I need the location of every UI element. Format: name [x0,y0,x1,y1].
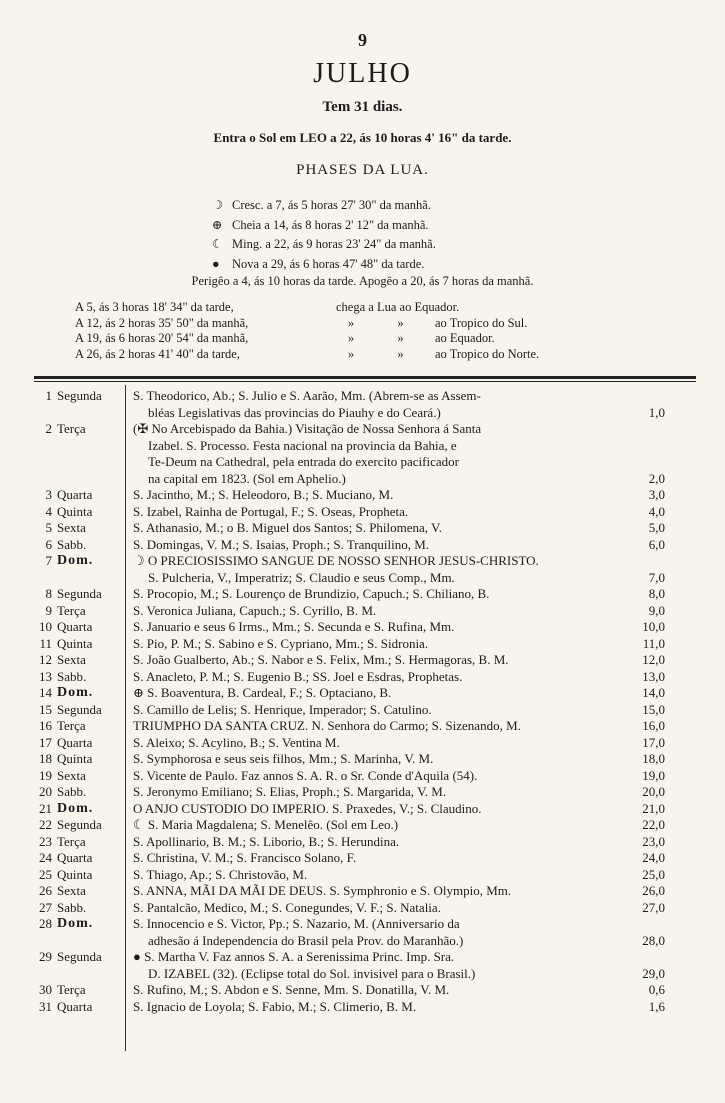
day-number: 20 [39,784,52,799]
moon-age-value: 26,0 [642,883,665,898]
day-number: 13 [39,668,52,684]
saints-text: S. Aleixo; S. Acylino, B.; S. Ventina M. [133,734,340,750]
moon-age-value: 7,0 [648,569,665,585]
moon-age-value: 25,0 [642,866,665,882]
saints-text: S. Athanasio, M.; o B. Miguel dos Santos; S. Philomena, V. [133,520,443,535]
equator-line: A 19, ás 6 horas 20' 54" da manhã, » » ao Equador. [75,331,495,345]
equator-line: A 12, ás 2 horas 35' 50" da manhã, » » ao Tropico do Sul. [75,315,528,330]
saints-text: Te-Deum na Cathedral, pela entrada do exercito pacificador [148,454,459,469]
phase-text: Nova a 29, ás 6 horas 47' 48" da tarde. [232,256,425,271]
day-number: 10 [39,619,52,634]
day-number: 27 [39,899,52,915]
saints-text: S. Januario e seus 6 Irms., Mm.; S. Secunda e S. Rufina, Mm. [133,619,455,634]
saints-text: ☾ S. Maria Magdalena; S. Menelêo. (Sol em Leo.) [133,817,399,832]
moon-age-value: 4,0 [648,503,665,519]
moon-age-value: 24,0 [642,850,665,865]
weekday: Segunda [57,949,102,964]
moon-age-value: 10,0 [642,619,665,634]
moon-age-value: 22,0 [642,817,665,832]
saints-text: S. Thiago, Ap.; S. Christovão, M. [133,866,308,882]
saints-text: S. Rufino, M.; S. Abdon e S. Senne, Mm. S. Donatilla, V. M. [133,982,450,997]
moon-age-value: 15,0 [642,701,665,717]
weekday: Dom. [57,916,94,931]
phase-line [212,216,436,236]
weekday: Quinta [57,503,93,519]
weekday: Segunda [57,586,102,601]
saints-text: na capital em 1823. (Sol em Aphelio.) [148,470,346,486]
day-number: 12 [39,652,52,667]
saints-text: ● S. Martha V. Faz annos S. A. a Serenissima Princ. Imp. Sra. [133,949,455,964]
saints-text: O ANJO CUSTODIO DO IMPERIO. S. Praxedes, V.; S. Claudino. [133,800,482,816]
saints-text: S. Christina, V. M.; S. Francisco Solano, F. [133,850,357,865]
day-number: 18 [39,751,52,766]
phase-text: Cheia a 14, ás 8 horas 2' 12" da manhã. [232,217,429,232]
new-moon-icon: ● [212,256,220,271]
moon-age-value: 1,0 [648,404,665,420]
saints-text: S. Veronica Juliana, Capuch.; S. Cyrillo, B. M. [133,602,377,618]
weekday: Terça [57,421,86,436]
moon-age-value: 12,0 [642,652,665,667]
saints-text: S. Ignacio de Loyola; S. Fabio, M.; S. Climerio, B. M. [133,998,417,1014]
moon-age-value: 21,0 [642,800,665,816]
saints-text: D. IZABEL (32). (Eclipse total do Sol. invisivel para o Brasil.) [148,965,476,981]
day-number: 9 [45,602,52,618]
moon-age-value: 18,0 [642,751,665,766]
weekday: Terça [57,602,86,618]
page-number: 9 [358,30,367,50]
weekday: Dom. [57,800,94,816]
saints-text: S. Pulcheria, V., Imperatriz; S. Claudio e seus Comp., Mm. [148,569,455,585]
weekday: Sexta [57,652,86,667]
phase-text: Cresc. a 7, ás 5 horas 27' 30" da manhã. [232,198,431,212]
weekday: Dom. [57,553,94,568]
day-number: 29 [39,949,52,964]
moon-age-value: 2,0 [648,470,665,486]
weekday: Sabb. [57,899,87,915]
weekday: Dom. [57,685,94,700]
weekday: Segunda [57,817,102,832]
day-number: 30 [39,982,52,997]
weekday: Quarta [57,487,93,502]
weekday: Sabb. [57,536,87,552]
moon-age-value: 28,0 [642,932,665,948]
day-number: 8 [45,586,52,601]
moon-age-value: 19,0 [642,767,665,783]
moon-phases [212,196,436,274]
moon-age-value: 5,0 [648,520,665,535]
phase-line [212,255,436,275]
moon-age-value: 23,0 [642,833,665,849]
saints-text: (✠ No Arcebispado da Bahia.) Visitação de Nossa Senhora á Santa [133,421,482,436]
phases-title: PHASES DA LUA. [296,162,429,178]
day-number: 15 [39,701,52,717]
moon-age-value: 1,6 [648,998,665,1014]
day-number: 22 [39,817,52,832]
day-number: 14 [39,685,52,700]
day-number: 6 [45,536,52,552]
moon-age-value: 8,0 [648,586,665,601]
moon-age-value: 16,0 [642,718,665,733]
day-number: 26 [39,883,52,898]
day-number: 17 [39,734,52,750]
days-count: Tem 31 dias. [322,99,403,115]
day-number: 21 [39,800,52,816]
weekday: Quinta [57,866,93,882]
weekday: Quarta [57,734,93,750]
moon-age-value: 0,6 [648,982,665,997]
saints-text: TRIUMPHO DA SANTA CRUZ. N. Senhora do Carmo; S. Sizenando, M. [133,718,521,733]
phase-line [212,196,436,216]
saints-text: S. Jacintho, M.; S. Heleodoro, B.; S. Muciano, M. [133,487,394,502]
equator-line: A 26, ás 2 horas 41' 40" da tarde, » » ao Tropico do Norte. [75,346,540,361]
weekday: Sexta [57,520,86,535]
day-number: 16 [39,718,52,733]
full-moon-icon: ⊕ [212,217,223,232]
day-number: 31 [39,998,52,1014]
day-number: 4 [45,503,52,519]
weekday: Quarta [57,619,93,634]
saints-text: S. Vicente de Paulo. Faz annos S. A. R. o Sr. Conde d'Aquila (54). [133,767,478,783]
day-number: 5 [45,520,52,535]
equator-line: A 5, ás 3 horas 18' 34" da tarde, chega a Lua ao Equador. [75,300,460,314]
day-number: 3 [45,487,52,502]
saints-text: S. ANNA, MÃI DA MÃI DE DEUS. S. Symphronio e S. Olympio, Mm. [133,883,512,898]
moon-age-value: 27,0 [642,899,665,915]
saints-text: ☽ O PRECIOSISSIMO SANGUE DE NOSSO SENHOR JESUS-CHRISTO. [133,553,539,568]
saints-text: Izabel. S. Processo. Festa nacional na provincia da Bahia, e [148,437,457,453]
moon-age-value: 17,0 [642,734,665,750]
saints-text: S. Pio, P. M.; S. Sabino e S. Cypriano, Mm.; S. Sidronia. [133,635,429,651]
day-number: 28 [39,916,52,931]
table-rule-thick [34,376,696,379]
phase-line [212,235,436,255]
crescent-moon-icon: ☽ [212,198,224,212]
saints-text: S. Jeronymo Emiliano; S. Elias, Proph.; S. Margarida, V. M. [133,784,447,799]
weekday: Terça [57,833,86,849]
saints-text: S. Pantalcão, Medico, M.; S. Conegundes, V. F.; S. Natalia. [133,899,441,915]
saints-text: S. Apollinario, B. M.; S. Liborio, B.; S. Herundina. [133,833,400,849]
saints-text: S. Anacleto, P. M.; S. Eugenio B.; SS. Joel e Esdras, Prophetas. [133,668,463,684]
moon-age-value: 6,0 [648,536,665,552]
day-number: 2 [45,421,52,436]
weekday: Terça [57,982,86,997]
day-number: 11 [39,635,52,651]
moon-age-value: 14,0 [642,685,665,700]
day-number: 25 [39,866,52,882]
weekday: Sexta [57,883,86,898]
moon-age-value: 11,0 [642,635,665,651]
weekday: Quinta [57,751,93,766]
saints-text: S. Izabel, Rainha de Portugal, F.; S. Oseas, Propheta. [133,503,409,519]
saints-text: S. Innocencio e S. Victor, Pp.; S. Nazario, M. (Anniversario da [133,916,460,931]
day-number: 1 [45,388,52,403]
day-number: 19 [39,767,52,783]
saints-text: S. Theodorico, Ab.; S. Julio e S. Aarão, Mm. (Abrem-se as Assem- [133,388,481,403]
weekday: Sexta [57,767,86,783]
saints-text: S. Procopio, M.; S. Lourenço de Brundizio, Capuch.; S. Chiliano, B. [133,586,490,601]
saints-text: S. Symphorosa e seus seis filhos, Mm.; S. Marinha, V. M. [133,751,434,766]
weekday: Terça [57,718,86,733]
weekday: Sabb. [57,668,87,684]
table-rule-thin [34,381,696,382]
saints-text: S. Camillo de Lelis; S. Henrique, Imperador; S. Catulino. [133,701,432,717]
saints-text: adhesão á Independencia do Brasil pela Prov. do Maranhão.) [148,932,464,948]
saints-text: bléas Legislativas das provincias do Piauhy e do Ceará.) [148,404,441,420]
weekday: Quarta [57,850,93,865]
saints-text: S. Domingas, V. M.; S. Isaias, Proph.; S. Tranquilino, M. [133,536,430,552]
phase-text: Ming. a 22, ás 9 horas 23' 24" da manhã. [232,237,436,251]
day-number: 24 [39,850,52,865]
saints-text: S. João Gualberto, Ab.; S. Nabor e S. Felix, Mm.; S. Hermagoras, B. M. [133,652,509,667]
day-number: 23 [39,833,52,849]
waning-moon-icon: ☾ [212,237,224,251]
moon-age-value: 9,0 [648,602,665,618]
moon-age-value: 13,0 [642,668,665,684]
moon-age-value: 3,0 [648,487,665,502]
saints-text: ⊕ S. Boaventura, B. Cardeal, F.; S. Optaciano, B. [133,685,392,700]
weekday: Segunda [57,701,102,717]
weekday: Segunda [57,388,102,403]
weekday: Quarta [57,998,93,1014]
solar-entry: Entra o Sol em LEO a 22, ás 10 horas 4' 16" da tarde. [213,130,512,145]
day-number: 7 [45,553,52,568]
perigee-apogee: Perigêo a 4, ás 10 horas da tarde. Apogêo a 20, ás 7 horas da manhã. [191,274,534,288]
weekday: Sabb. [57,784,87,799]
weekday: Quinta [57,635,93,651]
equator-crossings [75,300,539,362]
moon-age-value: 29,0 [642,965,665,981]
month-title: JULHO [313,58,412,89]
moon-age-value: 20,0 [642,784,665,799]
